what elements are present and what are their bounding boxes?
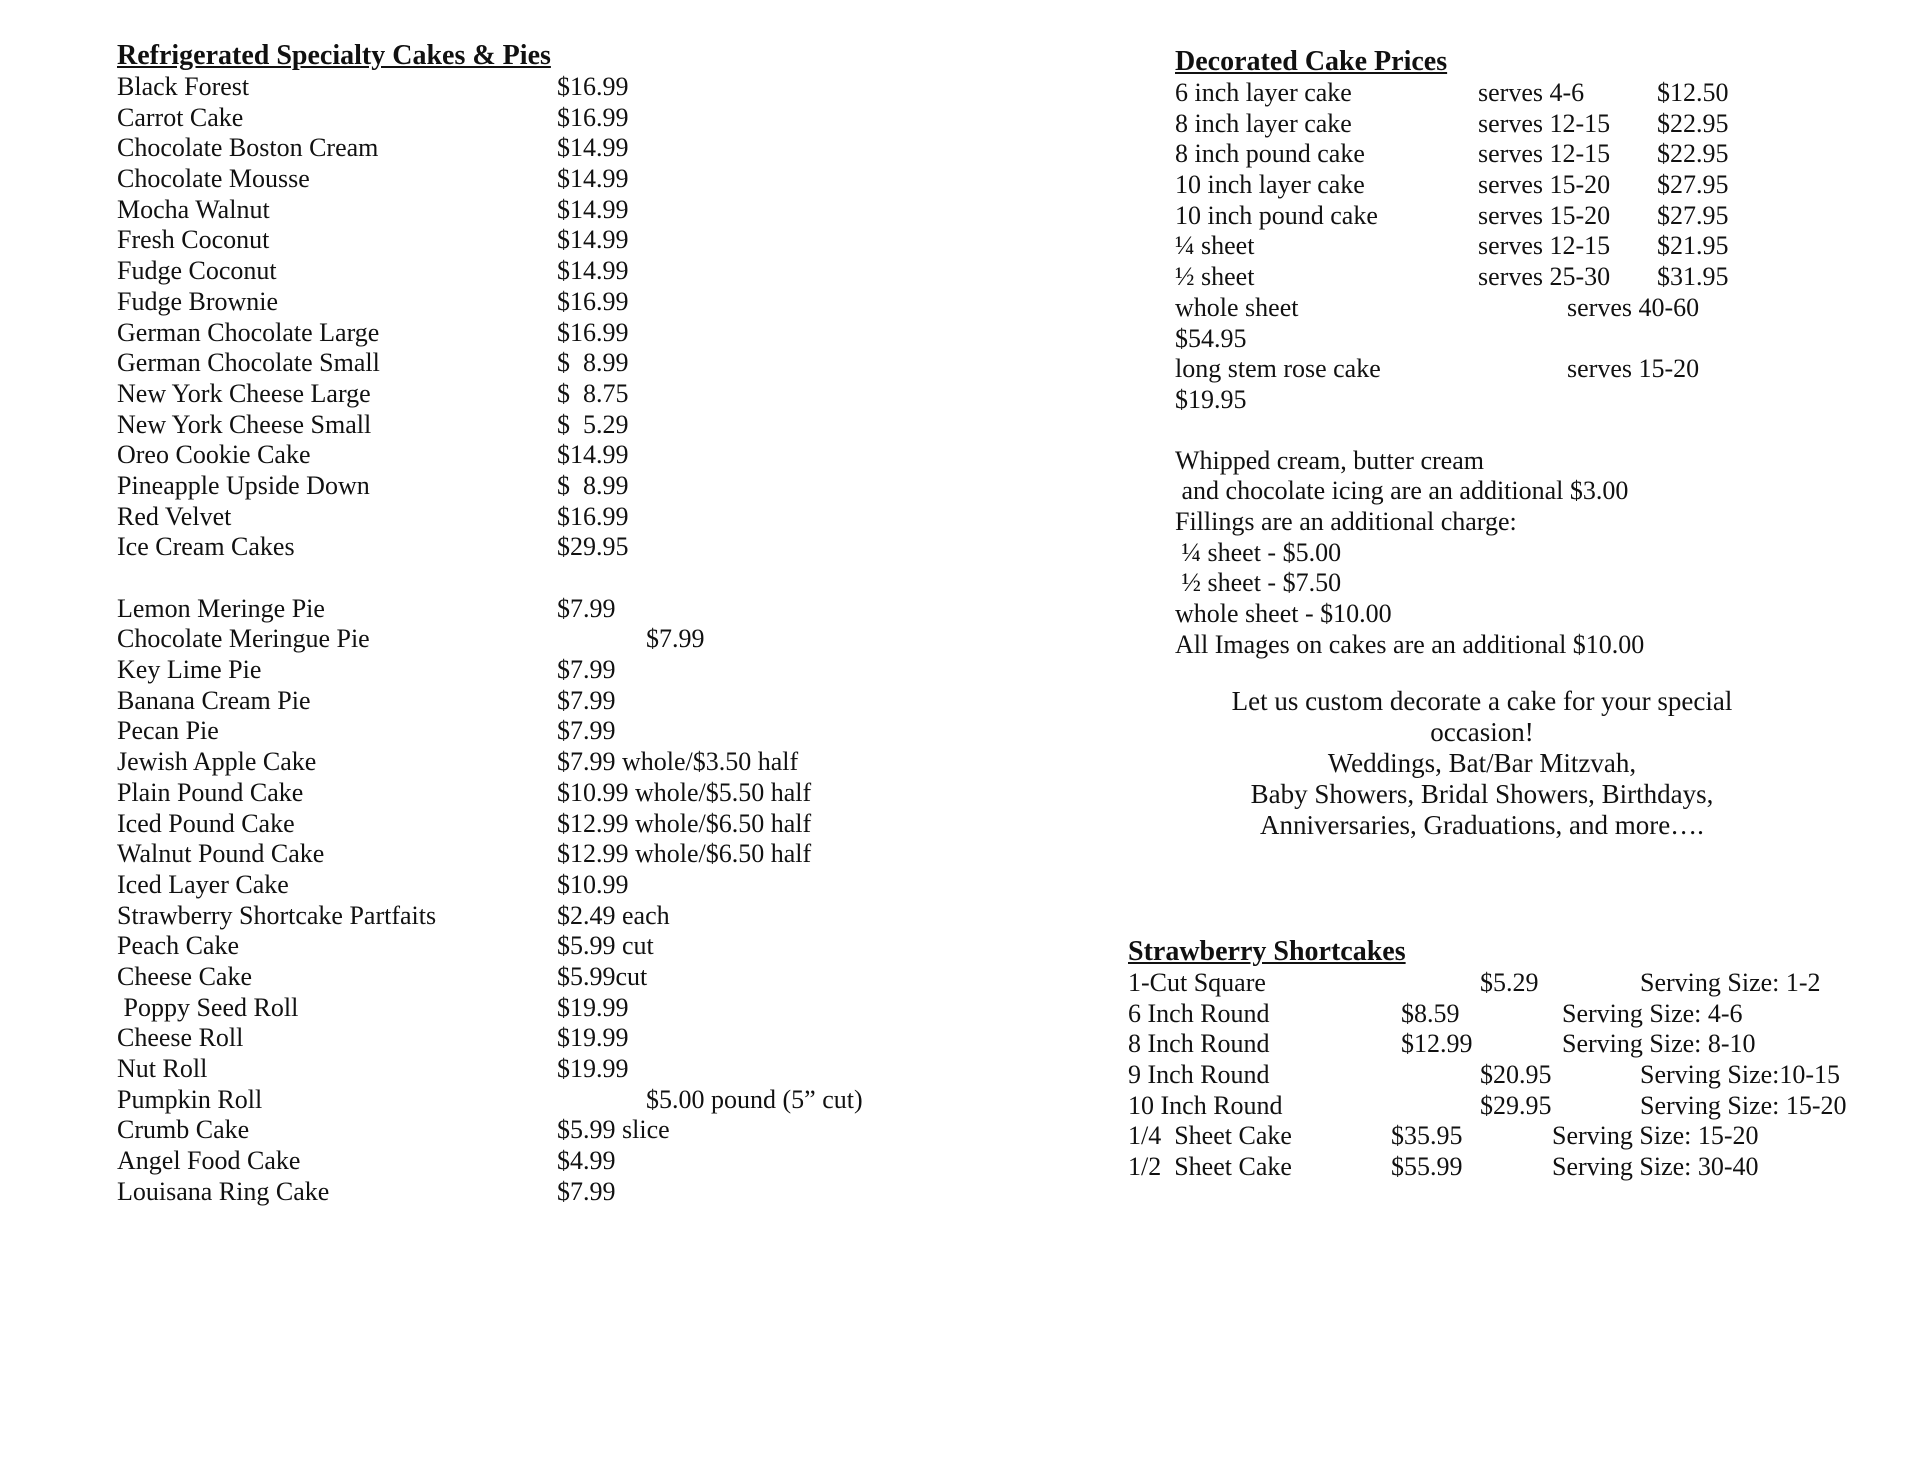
item-name: Pecan Pie [117,716,219,746]
item-serves: serves 15-20 [1478,170,1611,200]
specialty-section [117,40,917,1207]
list-item [117,195,917,226]
item-name: Iced Pound Cake [117,808,295,838]
item-serves: serves 12-15 [1478,231,1611,261]
item-price: $21.95 [1657,231,1729,261]
item-name: Banana Cream Pie [117,685,311,715]
item-name: Red Velvet [117,501,232,531]
item-price: $5.99 cut [557,931,654,961]
item-serving-size: Serving Size:10-15 [1640,1060,1841,1090]
item-price: $19.99 [557,1023,629,1053]
item-name: Fudge Brownie [117,286,279,316]
note-line: Whipped cream, butter cream [1175,445,1484,475]
item-name: Carrot Cake [117,102,244,132]
item-price: $20.95 [1480,1060,1552,1090]
list-item [117,133,917,164]
item-price: $7.99 [646,624,705,654]
note-line: ½ sheet - $7.50 [1175,568,1342,598]
item-price: $14.99 [557,225,629,255]
specialty-pies-list [117,594,917,1208]
note-line: and chocolate icing are an additional $3.00 [1175,476,1629,506]
item-name: New York Cheese Small [117,409,372,439]
item-price: $ 8.99 [557,348,629,378]
list-item [117,1054,917,1085]
item-serves: serves 15-20 [1478,200,1611,230]
item-serves: serves 12-15 [1478,108,1611,138]
list-item [1128,1060,1888,1091]
item-name: Fresh Coconut [117,225,270,255]
list-item [1175,354,1875,385]
item-price: $14.99 [557,133,629,163]
item-name: 1-Cut Square [1128,968,1266,997]
promo-line: occasion! [1430,717,1534,748]
list-item [117,502,917,533]
item-price: $14.99 [557,256,629,286]
item-price: $31.95 [1657,262,1729,292]
list-item [1128,1029,1888,1060]
item-price: $16.99 [557,317,629,347]
item-name: 8 Inch Round [1128,1029,1270,1059]
item-price: $16.99 [557,72,629,101]
decorated-price-list [1175,78,1875,416]
list-item [117,839,917,870]
item-price: $10.99 whole/$5.50 half [557,777,812,807]
list-item [117,348,917,379]
list-item [117,931,917,962]
item-serves: serves 4-6 [1478,78,1585,107]
item-price: $12.50 [1657,78,1729,107]
list-item [117,624,917,655]
item-name: 10 Inch Round [1128,1090,1283,1120]
item-name: New York Cheese Large [117,378,371,408]
item-price: $4.99 [557,1146,616,1176]
list-item [117,318,917,349]
item-price: $7.99 [557,655,616,685]
item-name: Plain Pound Cake [117,777,304,807]
item-name: Iced Layer Cake [117,869,289,899]
item-price: $54.95 [1175,323,1247,353]
item-price: $19.99 [557,992,629,1022]
item-name: ¼ sheet [1175,231,1255,261]
note-line: ¼ sheet - $5.00 [1175,537,1342,567]
item-name: ½ sheet [1175,262,1255,292]
list-item [117,471,917,502]
item-name: Angel Food Cake [117,1146,301,1176]
item-name: 10 inch layer cake [1175,170,1365,200]
note-line: Fillings are an additional charge: [1175,506,1517,536]
list-item [117,410,917,441]
item-name: Cheese Cake [117,961,253,991]
item-price: $14.99 [557,164,629,194]
promo-line: Baby Showers, Bridal Showers, Birthdays, [1250,779,1714,810]
note-line: whole sheet - $10.00 [1175,599,1392,628]
item-serving-size: Serving Size: 30-40 [1552,1152,1759,1182]
item-name: Jewish Apple Cake [117,747,317,777]
list-item [1128,1091,1888,1122]
list-item [117,716,917,747]
item-name: 9 Inch Round [1128,1060,1270,1090]
item-price: $19.95 [1175,384,1247,414]
item-price: $5.29 [1480,968,1539,997]
item-serving-size: Serving Size: 4-6 [1562,998,1743,1028]
list-item [1175,324,1875,355]
item-serves: serves 40-60 [1567,292,1700,322]
item-price: $55.99 [1391,1152,1463,1182]
shortcakes-list [1128,968,1888,1183]
item-name: Strawberry Shortcake Partfaits [117,900,437,930]
list-item [1128,1152,1888,1183]
list-item [117,870,917,901]
list-item [117,103,917,134]
item-price: $22.95 [1657,108,1729,138]
item-name: Peach Cake [117,931,240,961]
item-price: $29.95 [557,532,629,562]
list-item [117,1023,917,1054]
shortcakes-heading: Strawberry Shortcakes [1128,936,1406,967]
item-price: $5.99 slice [557,1115,670,1145]
section-gap [117,563,917,594]
item-name: Pineapple Upside Down [117,470,370,500]
item-price: $14.99 [557,440,629,470]
item-price: $2.49 each [557,900,670,930]
item-name: 8 inch layer cake [1175,108,1352,138]
item-price: $12.99 whole/$6.50 half [557,808,812,838]
note-line: All Images on cakes are an additional $10.00 [1175,629,1645,659]
item-name: Poppy Seed Roll [117,992,299,1022]
item-name: Chocolate Mousse [117,164,310,194]
list-item [117,256,917,287]
item-name: Crumb Cake [117,1115,250,1145]
list-item [117,962,917,993]
list-item [117,686,917,717]
item-name: Mocha Walnut [117,194,270,224]
list-item [1175,385,1875,416]
item-name: Cheese Roll [117,1023,244,1053]
item-name: 1/4 Sheet Cake [1128,1121,1292,1151]
list-item [1128,1121,1888,1152]
promo-line: Weddings, Bat/Bar Mitzvah, [1327,748,1637,779]
item-name: German Chocolate Large [117,317,380,347]
item-name: long stem rose cake [1175,354,1381,384]
item-serves: serves 12-15 [1478,139,1611,169]
item-serving-size: Serving Size: 15-20 [1640,1090,1847,1120]
item-name: Chocolate Boston Cream [117,133,379,163]
list-item [117,778,917,809]
list-item [1128,968,1888,999]
item-price: $5.00 pound (5” cut) [646,1084,863,1114]
list-item [117,440,917,471]
item-price: $10.99 [557,869,629,899]
item-price: $ 5.29 [557,409,629,439]
item-price: $22.95 [1657,139,1729,169]
list-item [1175,201,1875,232]
list-item [117,1177,917,1208]
list-item [1175,231,1875,262]
item-name: Chocolate Meringue Pie [117,624,370,654]
specialty-cakes-list [117,72,917,563]
list-item [117,747,917,778]
item-price: $7.99 whole/$3.50 half [557,747,799,777]
item-price: $27.95 [1657,170,1729,200]
item-name: Walnut Pound Cake [117,839,325,869]
decorated-heading: Decorated Cake Prices [1175,46,1448,77]
item-serves: serves 15-20 [1567,354,1700,384]
item-name: Fudge Coconut [117,256,277,286]
promo-line: Let us custom decorate a cake for your special [1231,686,1733,717]
list-item [117,287,917,318]
item-name: Lemon Meringe Pie [117,593,325,623]
list-item [117,993,917,1024]
item-name: 8 inch pound cake [1175,139,1365,169]
item-price: $7.99 [557,685,616,715]
item-price: $16.99 [557,501,629,531]
item-price: $5.99cut [557,961,648,991]
list-item [1175,109,1875,140]
item-name: 10 inch pound cake [1175,200,1378,230]
item-price: $7.99 [557,1176,616,1206]
item-name: 6 Inch Round [1128,998,1270,1028]
item-price: $7.99 [557,716,616,746]
item-price: $14.99 [557,194,629,224]
item-price: $29.95 [1480,1090,1552,1120]
item-price: $12.99 whole/$6.50 half [557,839,812,869]
list-item [117,594,917,625]
custom-decorate-promo [1175,686,1789,841]
item-serving-size: Serving Size: 1-2 [1640,968,1821,997]
item-name: Nut Roll [117,1054,208,1083]
list-item [117,379,917,410]
item-name: 6 inch layer cake [1175,78,1352,107]
specialty-heading: Refrigerated Specialty Cakes & Pies [117,40,551,71]
item-name: German Chocolate Small [117,348,380,378]
item-serving-size: Serving Size: 15-20 [1552,1121,1759,1151]
list-item [117,809,917,840]
promo-line: Anniversaries, Graduations, and more…. [1260,810,1704,841]
list-item [117,72,917,103]
item-name: 1/2 Sheet Cake [1128,1152,1292,1182]
list-item [117,225,917,256]
list-item [117,901,917,932]
item-name: Key Lime Pie [117,655,262,685]
item-name: Ice Cream Cakes [117,532,295,562]
item-name: whole sheet [1175,292,1299,322]
list-item [1175,139,1875,170]
list-item [117,1085,917,1116]
shortcakes-section [1128,936,1888,1183]
list-item [117,532,917,563]
item-name: Black Forest [117,72,250,101]
item-price: $27.95 [1657,200,1729,230]
item-price: $ 8.99 [557,470,629,500]
item-name: Oreo Cookie Cake [117,440,311,470]
item-price: $16.99 [557,102,629,132]
item-price: $ 8.75 [557,378,629,408]
list-item [117,1146,917,1177]
item-serving-size: Serving Size: 8-10 [1562,1029,1756,1059]
list-item [1175,293,1875,324]
item-price: $12.99 [1401,1029,1473,1059]
list-item [1128,999,1888,1030]
item-price: $35.95 [1391,1121,1463,1151]
list-item [1175,170,1875,201]
item-price: $7.99 [557,593,616,623]
list-item [1175,78,1875,109]
list-item [117,164,917,195]
item-price: $16.99 [557,286,629,316]
decorated-notes [1175,446,1875,661]
list-item [117,655,917,686]
item-serves: serves 25-30 [1478,262,1611,292]
item-price: $19.99 [557,1054,629,1083]
list-item [117,1115,917,1146]
list-item [1175,262,1875,293]
item-name: Louisana Ring Cake [117,1176,330,1206]
item-name: Pumpkin Roll [117,1084,263,1114]
decorated-section [1175,46,1875,841]
item-price: $8.59 [1401,998,1460,1028]
